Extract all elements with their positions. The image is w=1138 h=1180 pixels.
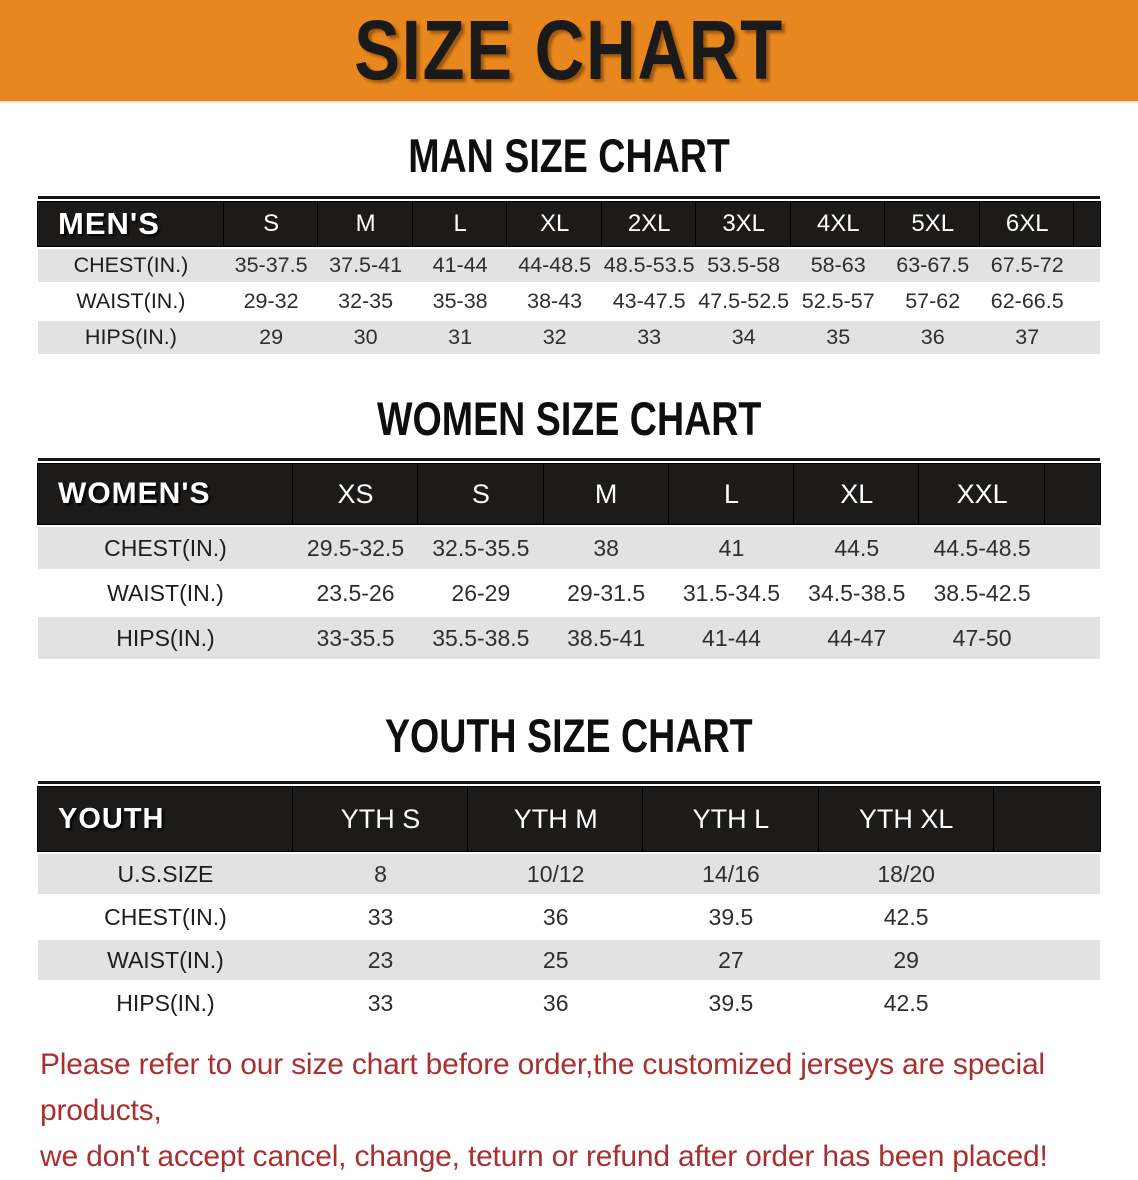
table-row	[38, 854, 1100, 894]
measurement-value: 33-35.5	[293, 617, 418, 659]
measurement-value: 8	[293, 854, 468, 894]
measurement-value: 31	[413, 321, 508, 354]
section-heading-text: WOMEN SIZE CHART	[376, 392, 762, 445]
row-filler	[1045, 527, 1100, 569]
measurement-value: 57-62	[885, 285, 980, 318]
measurement-value: 14/16	[643, 854, 818, 894]
row-filler	[994, 983, 1100, 1023]
size-column-header: XL	[507, 202, 602, 246]
measurement-value: 53.5-58	[696, 249, 791, 282]
row-filler	[1045, 572, 1100, 614]
measurement-value: 43-47.5	[602, 285, 697, 318]
measurement-value: 44-48.5	[507, 249, 602, 282]
disclaimer-line-2: we don't accept cancel, change, teturn or refund after order has been placed!	[40, 1140, 1048, 1173]
table-group-label: WOMEN'S	[38, 464, 293, 524]
size-section-1	[0, 391, 1138, 662]
size-column-header: XS	[293, 464, 418, 524]
measurement-value: 48.5-53.5	[602, 249, 697, 282]
row-filler	[994, 897, 1100, 937]
size-table-wrap	[38, 781, 1100, 1026]
disclaimer-line-1: Please refer to our size chart before order,the customized jerseys are special products,	[40, 1048, 1045, 1127]
measurement-value: 30	[318, 321, 413, 354]
measurement-value: 42.5	[819, 897, 994, 937]
size-column-header: 6XL	[980, 202, 1075, 246]
row-filler	[1074, 249, 1100, 282]
measurement-value: 34.5-38.5	[794, 572, 919, 614]
size-sections	[0, 128, 1138, 1026]
size-column-header: XXL	[919, 464, 1044, 524]
table-row	[38, 897, 1100, 937]
measurement-value: 32-35	[318, 285, 413, 318]
section-heading	[0, 391, 1138, 446]
table-group-label: MEN'S	[38, 202, 224, 246]
section-heading-text: YOUTH SIZE CHART	[385, 709, 753, 762]
size-column-header: 5XL	[885, 202, 980, 246]
table-row	[38, 527, 1100, 569]
measurement-value: 31.5-34.5	[669, 572, 794, 614]
measurement-value: 23.5-26	[293, 572, 418, 614]
table-row	[38, 572, 1100, 614]
measurement-value: 35-38	[413, 285, 508, 318]
size-column-header: S	[224, 202, 319, 246]
measurement-value: 29.5-32.5	[293, 527, 418, 569]
size-column-header: YTH S	[293, 787, 468, 851]
size-table-wrap	[38, 196, 1100, 357]
table-row	[38, 285, 1100, 318]
size-column-header: 3XL	[696, 202, 791, 246]
size-column-header: YTH L	[643, 787, 818, 851]
table-row	[38, 617, 1100, 659]
measurement-value: 35.5-38.5	[418, 617, 543, 659]
measurement-value: 37.5-41	[318, 249, 413, 282]
size-column-header: 2XL	[602, 202, 697, 246]
size-section-2	[0, 708, 1138, 1026]
measurement-value: 39.5	[643, 983, 818, 1023]
measurement-value: 34	[696, 321, 791, 354]
measurement-value: 44.5-48.5	[919, 527, 1044, 569]
banner-title: SIZE CHART	[354, 3, 784, 97]
measurement-value: 41	[669, 527, 794, 569]
measurement-value: 52.5-57	[791, 285, 886, 318]
measurement-label: HIPS(IN.)	[38, 983, 293, 1023]
size-column-header: M	[544, 464, 669, 524]
banner	[0, 0, 1138, 103]
size-column-header: XL	[794, 464, 919, 524]
size-column-header: M	[318, 202, 413, 246]
size-column-header: L	[413, 202, 508, 246]
measurement-value: 25	[468, 940, 643, 980]
disclaimer	[40, 1042, 1098, 1180]
measurement-value: 33	[602, 321, 697, 354]
table-group-label: YOUTH	[38, 787, 293, 851]
measurement-value: 63-67.5	[885, 249, 980, 282]
size-table-wrap	[38, 458, 1100, 662]
measurement-value: 26-29	[418, 572, 543, 614]
measurement-value: 29	[224, 321, 319, 354]
measurement-value: 39.5	[643, 897, 818, 937]
measurement-label: HIPS(IN.)	[38, 617, 293, 659]
measurement-label: WAIST(IN.)	[38, 940, 293, 980]
measurement-value: 10/12	[468, 854, 643, 894]
table-row	[38, 249, 1100, 282]
measurement-value: 32	[507, 321, 602, 354]
size-column-header: YTH XL	[819, 787, 994, 851]
table-header-row	[38, 464, 1100, 524]
measurement-value: 38.5-42.5	[919, 572, 1044, 614]
measurement-value: 58-63	[791, 249, 886, 282]
size-table	[38, 784, 1100, 1026]
measurement-label: WAIST(IN.)	[38, 285, 224, 318]
measurement-value: 18/20	[819, 854, 994, 894]
measurement-value: 38-43	[507, 285, 602, 318]
measurement-value: 67.5-72	[980, 249, 1075, 282]
header-filler	[994, 787, 1100, 851]
row-filler	[1074, 321, 1100, 354]
table-row	[38, 321, 1100, 354]
header-filler	[1045, 464, 1100, 524]
row-filler	[994, 940, 1100, 980]
measurement-value: 35-37.5	[224, 249, 319, 282]
measurement-value: 33	[293, 897, 468, 937]
measurement-value: 29	[819, 940, 994, 980]
measurement-value: 29-32	[224, 285, 319, 318]
measurement-value: 38	[544, 527, 669, 569]
measurement-label: CHEST(IN.)	[38, 249, 224, 282]
measurement-value: 36	[468, 983, 643, 1023]
measurement-value: 47-50	[919, 617, 1044, 659]
measurement-value: 42.5	[819, 983, 994, 1023]
size-column-header: YTH M	[468, 787, 643, 851]
row-filler	[1074, 285, 1100, 318]
measurement-value: 62-66.5	[980, 285, 1075, 318]
measurement-value: 41-44	[413, 249, 508, 282]
measurement-label: CHEST(IN.)	[38, 527, 293, 569]
measurement-value: 23	[293, 940, 468, 980]
section-heading	[0, 708, 1138, 763]
size-table	[38, 199, 1100, 357]
measurement-label: U.S.SIZE	[38, 854, 293, 894]
measurement-value: 36	[885, 321, 980, 354]
header-filler	[1074, 202, 1100, 246]
table-row	[38, 940, 1100, 980]
measurement-value: 41-44	[669, 617, 794, 659]
size-column-header: S	[418, 464, 543, 524]
measurement-value: 36	[468, 897, 643, 937]
table-row	[38, 983, 1100, 1023]
measurement-label: HIPS(IN.)	[38, 321, 224, 354]
measurement-value: 44-47	[794, 617, 919, 659]
measurement-value: 37	[980, 321, 1075, 354]
table-header-row	[38, 787, 1100, 851]
size-section-0	[0, 128, 1138, 357]
section-heading-text: MAN SIZE CHART	[408, 129, 730, 182]
size-column-header: L	[669, 464, 794, 524]
measurement-value: 27	[643, 940, 818, 980]
measurement-value: 44.5	[794, 527, 919, 569]
measurement-value: 38.5-41	[544, 617, 669, 659]
measurement-label: CHEST(IN.)	[38, 897, 293, 937]
size-table	[38, 461, 1100, 662]
measurement-label: WAIST(IN.)	[38, 572, 293, 614]
section-heading	[0, 128, 1138, 183]
measurement-value: 32.5-35.5	[418, 527, 543, 569]
row-filler	[994, 854, 1100, 894]
measurement-value: 33	[293, 983, 468, 1023]
table-header-row	[38, 202, 1100, 246]
measurement-value: 47.5-52.5	[696, 285, 791, 318]
size-column-header: 4XL	[791, 202, 886, 246]
row-filler	[1045, 617, 1100, 659]
measurement-value: 35	[791, 321, 886, 354]
measurement-value: 29-31.5	[544, 572, 669, 614]
